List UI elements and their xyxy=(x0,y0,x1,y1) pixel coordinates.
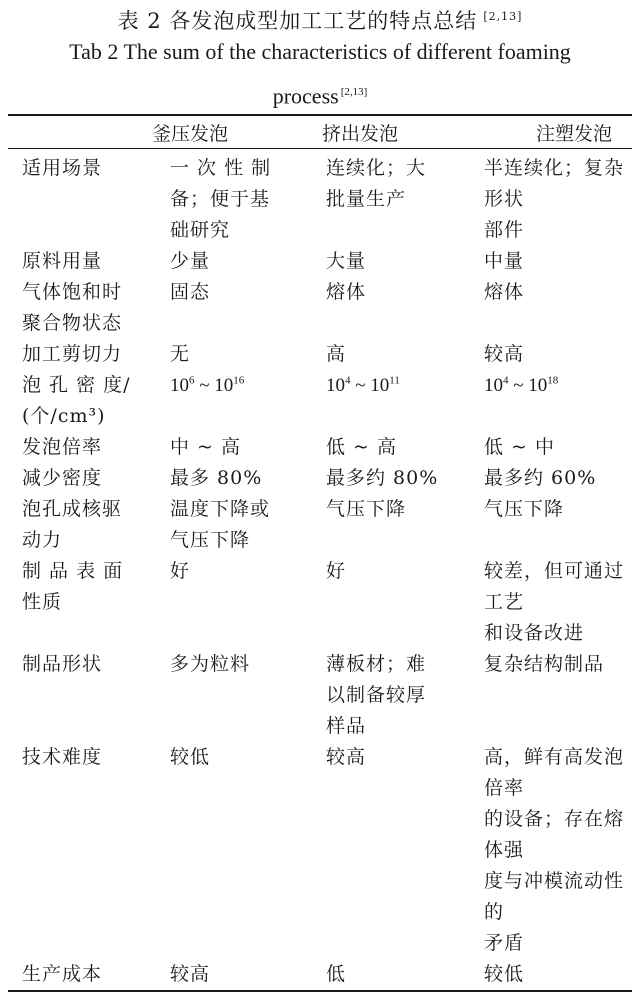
cell-autoclave xyxy=(164,246,320,277)
table-row xyxy=(8,370,632,432)
cell-extrusion xyxy=(320,649,476,742)
cell-line: 少量 xyxy=(170,250,211,272)
row-label xyxy=(8,149,164,247)
cell-injection xyxy=(476,149,632,247)
cell-line: 较高 xyxy=(326,746,367,768)
cell-line: 好 xyxy=(170,560,191,582)
cell-line: 发泡倍率 xyxy=(22,436,103,458)
cell-injection xyxy=(476,339,632,370)
cell-line: 较高 xyxy=(170,963,211,985)
cell-line: 无 xyxy=(170,343,191,365)
cell-line: 中量 xyxy=(484,250,525,272)
cell-line: 制品形状 xyxy=(22,653,103,675)
cell-line: 备；便于基 xyxy=(170,188,271,210)
row-label xyxy=(8,432,164,463)
cell-extrusion xyxy=(320,339,476,370)
cell-line: 动力 xyxy=(22,529,63,551)
cell-line: 高 xyxy=(326,343,347,365)
cell-line: 熔体 xyxy=(326,281,367,303)
cell-extrusion xyxy=(320,432,476,463)
cell-line: 制 品 表 面 xyxy=(22,560,124,582)
cell-autoclave xyxy=(164,277,320,339)
cell-extrusion xyxy=(320,149,476,247)
row-label xyxy=(8,649,164,742)
cell-line: 低 ~ 高 xyxy=(326,436,397,458)
cell-autoclave xyxy=(164,649,320,742)
cell-extrusion xyxy=(320,556,476,649)
row-label xyxy=(8,370,164,432)
cell-extrusion xyxy=(320,494,476,556)
cell-injection xyxy=(476,432,632,463)
header-extrusion: 挤出发泡 xyxy=(322,122,399,145)
caption-en-ref: [2,13] xyxy=(340,86,368,98)
cell-extrusion xyxy=(320,959,476,991)
cell-autoclave xyxy=(164,432,320,463)
cell-line: 加工剪切力 xyxy=(22,343,123,365)
cell-line: $10^4$ ~ $10^{11}$ xyxy=(326,374,400,396)
table-row xyxy=(8,959,632,991)
cell-line: 以制备较厚 xyxy=(326,684,427,706)
cell-line: 气体饱和时 xyxy=(22,281,123,303)
cell-line: 度与冲模流动性的 xyxy=(484,870,625,923)
cell-autoclave xyxy=(164,370,320,432)
cell-line: 聚合物状态 xyxy=(22,312,123,334)
cell-line: 低 xyxy=(326,963,347,985)
row-label xyxy=(8,556,164,649)
cell-line: 高，鲜有高发泡倍率 xyxy=(484,746,625,799)
cell-autoclave xyxy=(164,959,320,991)
cell-line: 最多约 80% xyxy=(326,467,439,489)
cell-autoclave xyxy=(164,463,320,494)
cell-line: 性质 xyxy=(22,591,63,613)
row-label xyxy=(8,246,164,277)
cell-line: 气压下降 xyxy=(484,498,565,520)
cell-line: 适用场景 xyxy=(22,157,103,179)
cell-line: 气压下降 xyxy=(326,498,407,520)
caption-zh-ref: [2,13] xyxy=(483,10,523,23)
cell-extrusion xyxy=(320,370,476,432)
cell-injection xyxy=(476,556,632,649)
cell-line: (个/cm³) xyxy=(22,405,106,427)
cell-autoclave xyxy=(164,149,320,247)
table-row xyxy=(8,149,632,247)
caption-zh-text: 表 2 各发泡成型加工工艺的特点总结 xyxy=(117,9,478,33)
table-row xyxy=(8,432,632,463)
cell-line: 部件 xyxy=(484,219,525,241)
cell-injection xyxy=(476,959,632,991)
cell-line: 最多约 60% xyxy=(484,467,597,489)
cell-line: 较低 xyxy=(484,963,525,985)
cell-line: 生产成本 xyxy=(22,963,103,985)
row-label xyxy=(8,463,164,494)
table-row xyxy=(8,246,632,277)
row-label xyxy=(8,959,164,991)
cell-autoclave xyxy=(164,339,320,370)
table-caption-en-line1: Tab 2 The sum of the characteristics of different foaming xyxy=(69,39,571,64)
cell-line: 熔体 xyxy=(484,281,525,303)
cell-injection xyxy=(476,370,632,432)
table-caption-zh xyxy=(0,2,640,36)
table-row xyxy=(8,556,632,649)
table-row xyxy=(8,463,632,494)
cell-injection xyxy=(476,463,632,494)
cell-line: 和设备改进 xyxy=(484,622,585,644)
cell-line: 泡 孔 密 度/ xyxy=(22,374,131,396)
cell-extrusion xyxy=(320,246,476,277)
cell-line: 中 ~ 高 xyxy=(170,436,241,458)
cell-line: 低 ~ 中 xyxy=(484,436,555,458)
cell-line: 矛盾 xyxy=(484,932,525,954)
cell-line: 连续化；大 xyxy=(326,157,427,179)
cell-line: 最多 80% xyxy=(170,467,263,489)
cell-autoclave xyxy=(164,494,320,556)
row-label xyxy=(8,494,164,556)
cell-extrusion xyxy=(320,277,476,339)
cell-line: 复杂结构制品 xyxy=(484,653,605,675)
cell-line: 减少密度 xyxy=(22,467,103,489)
table-body xyxy=(8,149,632,992)
row-label xyxy=(8,339,164,370)
cell-line: $10^4$ ~ $10^{18}$ xyxy=(484,374,559,396)
cell-line: 半连续化；复杂形状 xyxy=(484,157,625,210)
row-label xyxy=(8,277,164,339)
cell-line: 好 xyxy=(326,560,347,582)
table-row xyxy=(8,742,632,959)
cell-line: 的设备；存在熔体强 xyxy=(484,808,625,861)
characteristics-table xyxy=(8,114,632,992)
cell-extrusion xyxy=(320,742,476,959)
header-injection: 注塑发泡 xyxy=(536,122,613,145)
cell-line: 技术难度 xyxy=(22,746,103,768)
cell-line: 大量 xyxy=(326,250,367,272)
caption-en-text: process xyxy=(272,83,339,109)
cell-line: 一 次 性 制 xyxy=(170,157,272,179)
cell-line: 多为粒料 xyxy=(170,653,251,675)
cell-line: 气压下降 xyxy=(170,529,251,551)
cell-line: 泡孔成核驱 xyxy=(22,498,123,520)
cell-autoclave xyxy=(164,742,320,959)
cell-line: 固态 xyxy=(170,281,211,303)
cell-line: 础研究 xyxy=(170,219,231,241)
cell-injection xyxy=(476,277,632,339)
table-row xyxy=(8,339,632,370)
table-row xyxy=(8,494,632,556)
cell-line: 样品 xyxy=(326,715,367,737)
cell-line: 较高 xyxy=(484,343,525,365)
cell-line: 薄板材；难 xyxy=(326,653,427,675)
cell-injection xyxy=(476,494,632,556)
cell-injection xyxy=(476,649,632,742)
cell-injection xyxy=(476,246,632,277)
cell-injection xyxy=(476,742,632,959)
cell-line: 较低 xyxy=(170,746,211,768)
row-label xyxy=(8,742,164,959)
cell-line: $10^6$ ~ $10^{16}$ xyxy=(170,374,245,396)
table-row xyxy=(8,277,632,339)
table-header-row xyxy=(8,115,632,149)
cell-autoclave xyxy=(164,556,320,649)
cell-line: 原料用量 xyxy=(22,250,103,272)
cell-line: 批量生产 xyxy=(326,188,407,210)
cell-line: 温度下降或 xyxy=(170,498,271,520)
cell-extrusion xyxy=(320,463,476,494)
cell-line: 较差，但可通过工艺 xyxy=(484,560,625,613)
table-row xyxy=(8,649,632,742)
header-autoclave: 釜压发泡 xyxy=(152,122,229,145)
table-caption-en-line2 xyxy=(0,76,640,112)
